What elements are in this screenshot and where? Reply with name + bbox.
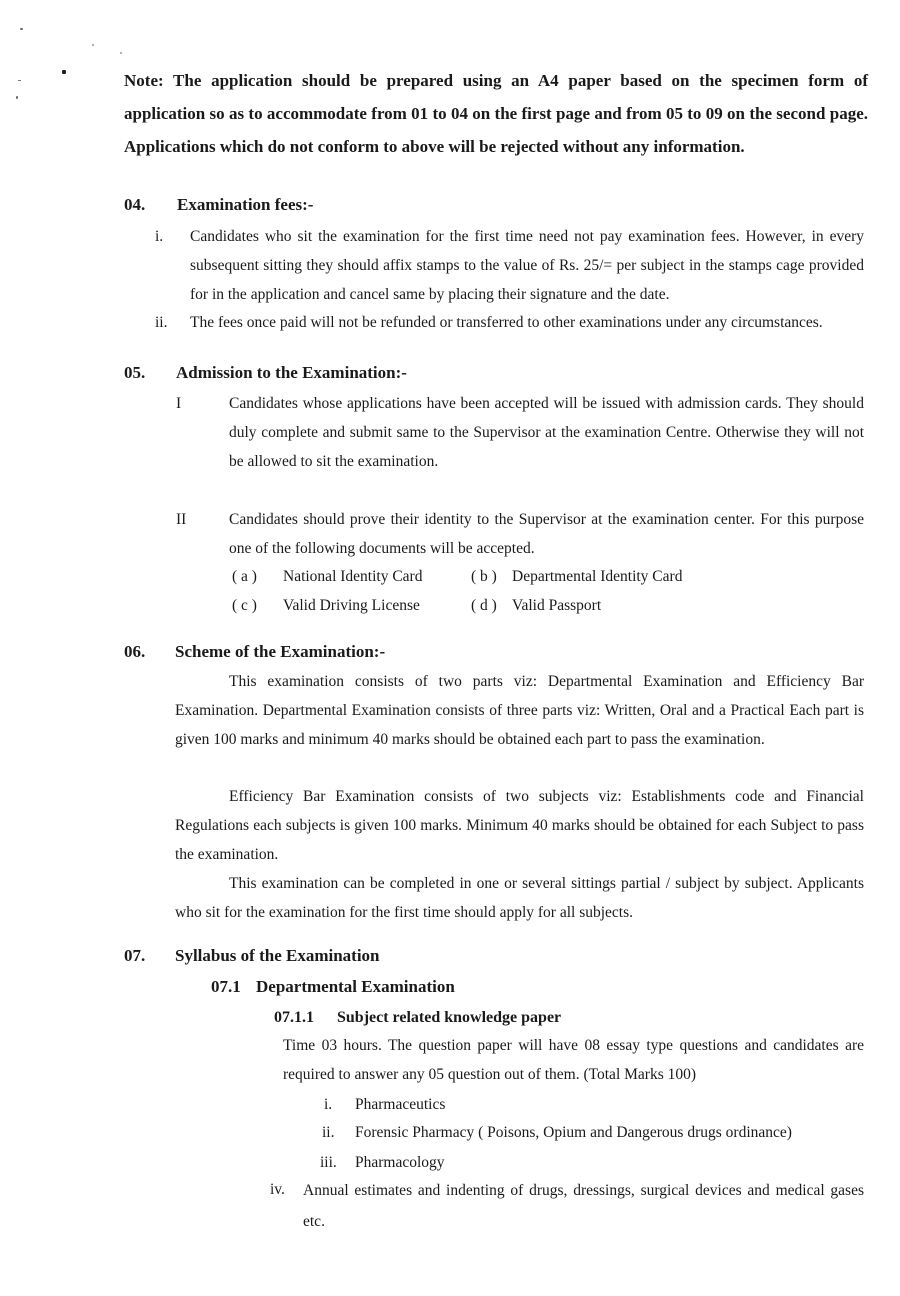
section-07-number: 07. [124, 946, 146, 965]
fees-item-text: The fees once paid will not be refunded or transferred to other examinations under any circumstances. [190, 314, 823, 331]
scan-speck [16, 96, 18, 99]
topic-marker: ii. [322, 1124, 335, 1141]
syllabus-intro: Time 03 hours. The question paper will have 08 essay type questions and candidates are required to answer any 05 question out of them. (Total Marks 100) [283, 1037, 864, 1083]
section-06-number: 06. [124, 642, 146, 661]
topic-marker: i. [324, 1096, 333, 1113]
scan-speck [62, 70, 66, 74]
section-04-title: Examination fees:- [177, 195, 314, 214]
document-label: Valid Passport [512, 597, 602, 614]
section-04-number: 04. [124, 195, 146, 214]
scheme-paragraph: Efficiency Bar Examination consists of two subjects viz: Establishments code and Financial Regulations each subjects is given 100 marks. Minimum 40 marks should be obtained for each Subject to pass the examination. [175, 788, 864, 863]
admission-item-marker: I [176, 395, 182, 412]
document-marker: ( a ) [232, 568, 257, 585]
subsubsection-number: 07.1.1 [274, 1009, 314, 1026]
document-marker: ( b ) [471, 568, 497, 585]
document-marker: ( d ) [471, 597, 497, 614]
scan-speck [18, 80, 21, 81]
document-label: Valid Driving License [283, 597, 420, 614]
subsection-number: 07.1 [211, 977, 241, 996]
scheme-paragraph: This examination can be completed in one or several sittings partial / subject by subject. Applicants who sit for the examination for the first time should apply for all subjects. [175, 875, 864, 921]
topic-text: Annual estimates and indenting of drugs, dressings, surgical devices and medical gases etc. [303, 1182, 864, 1230]
admission-item-marker: II [176, 511, 187, 528]
document-label: National Identity Card [283, 568, 423, 585]
topic-text: Pharmaceutics [355, 1096, 446, 1113]
fees-item-marker: i. [155, 228, 164, 245]
admission-item-text: Candidates should prove their identity to the Supervisor at the examination center. For this purpose one of the following documents will be accepted. [229, 511, 864, 557]
document-label: Departmental Identity Card [512, 568, 683, 585]
admission-item-text: Candidates whose applications have been accepted will be issued with admission cards. They should duly complete and submit same to the Supervisor at the examination Centre. Otherwise they will not be allowed to sit the examination. [229, 395, 864, 470]
topic-text: Pharmacology [355, 1154, 445, 1171]
subsubsection-title: Subject related knowledge paper [337, 1009, 562, 1026]
scan-speck [92, 44, 94, 46]
scan-speck [20, 28, 23, 30]
application-note: Note: The application should be prepared using an A4 paper based on the specimen form of application so as to accommodate from 01 to 04 on the first page and from 05 to 09 on the second page. Applications which do not conform to above will be rejected without any information. [124, 71, 868, 156]
topic-text: Forensic Pharmacy ( Poisons, Opium and Dangerous drugs ordinance) [355, 1124, 792, 1141]
section-05-number: 05. [124, 363, 146, 382]
subsection-title: Departmental Examination [256, 977, 455, 996]
fees-item-text: Candidates who sit the examination for the first time need not pay examination fees. However, in every subsequent sitting they should affix stamps to the value of Rs. 25/= per subject in the stamps cage provided for in the application and cancel same by placing their signature and the date. [190, 228, 864, 303]
section-06-title: Scheme of the Examination:- [175, 642, 386, 661]
section-05-title: Admission to the Examination:- [176, 363, 407, 382]
scan-speck [120, 52, 122, 54]
scheme-paragraph: This examination consists of two parts viz: Departmental Examination and Efficiency Bar Examination. Departmental Examination consists of three parts viz: Written, Oral and a Practical Each part is given 100 marks and minimum 40 marks should be obtained each part to pass the examination. [175, 673, 864, 748]
topic-marker: iii. [320, 1154, 337, 1171]
fees-item-marker: ii. [155, 314, 168, 331]
document-marker: ( c ) [232, 597, 257, 614]
topic-marker: iv. [270, 1181, 285, 1198]
section-07-title: Syllabus of the Examination [175, 946, 380, 965]
